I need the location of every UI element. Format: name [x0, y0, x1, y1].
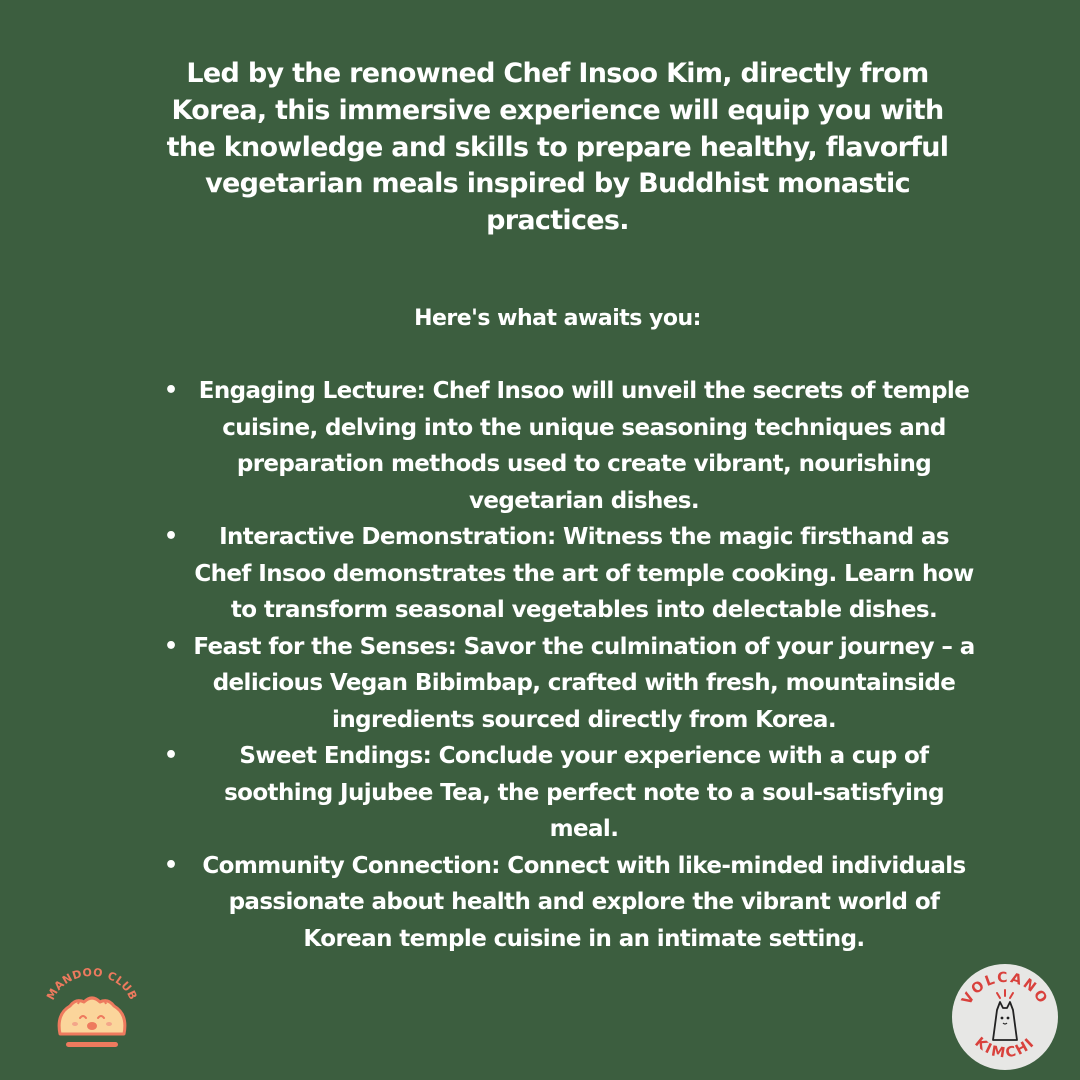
- volcano-logo-top-text: VOLCANO: [959, 969, 1051, 1008]
- mandoo-logo-text: MANDOO CLUB: [44, 968, 140, 1003]
- bullet-icon: •: [164, 378, 178, 403]
- volcano-logo-bottom-text: KIMCHI: [971, 1034, 1039, 1062]
- intro-paragraph: Led by the renowned Chef Insoo Kim, directly from Korea, this immersive experience will equip you with the knowledge and skills to prepare healthy, flavorful vegetarian meals inspired by Buddhist monastic practices.: [166, 58, 949, 237]
- list-item: [160, 738, 980, 848]
- bullet-icon: •: [164, 633, 178, 659]
- dumpling-icon: [42, 968, 142, 1056]
- cat-icon: [950, 962, 1060, 1072]
- list-item: [160, 629, 980, 739]
- bullet-icon: •: [164, 524, 178, 549]
- list-item-text: Interactive Demonstration: Witness the magic firsthand as Chef Insoo demonstrates the art of temple cooking. Learn how to transform seasonal vegetables into delectable dishes.: [194, 524, 974, 623]
- bullet-icon: •: [164, 852, 178, 878]
- list-item-text: Sweet Endings: Conclude your experience with a cup of soothing Jujubee Tea, the perfect note to a soul-satisfying meal.: [224, 743, 944, 842]
- volcano-kimchi-logo: [950, 962, 1060, 1072]
- list-item: [160, 519, 980, 629]
- list-item: [160, 848, 980, 958]
- bullet-list: [160, 373, 980, 957]
- awaits-heading: Here's what awaits you:: [414, 306, 701, 331]
- bullet-icon: •: [164, 743, 178, 768]
- list-item-text: Engaging Lecture: Chef Insoo will unveil the secrets of temple cuisine, delving into the unique seasoning techniques and preparation methods used to create vibrant, nourishing vegetarian dishes.: [198, 378, 970, 514]
- list-item-text: Feast for the Senses: Savor the culmination of your journey – a delicious Vegan Bibimbap, crafted with fresh, mountainside ingredients sourced directly from Korea.: [193, 633, 975, 733]
- list-item: [160, 373, 980, 519]
- mandoo-club-logo: [42, 968, 142, 1056]
- list-item-text: Community Connection: Connect with like-minded individuals passionate about health and explore the vibrant world of Korean temple cuisine in an intimate setting.: [202, 852, 966, 952]
